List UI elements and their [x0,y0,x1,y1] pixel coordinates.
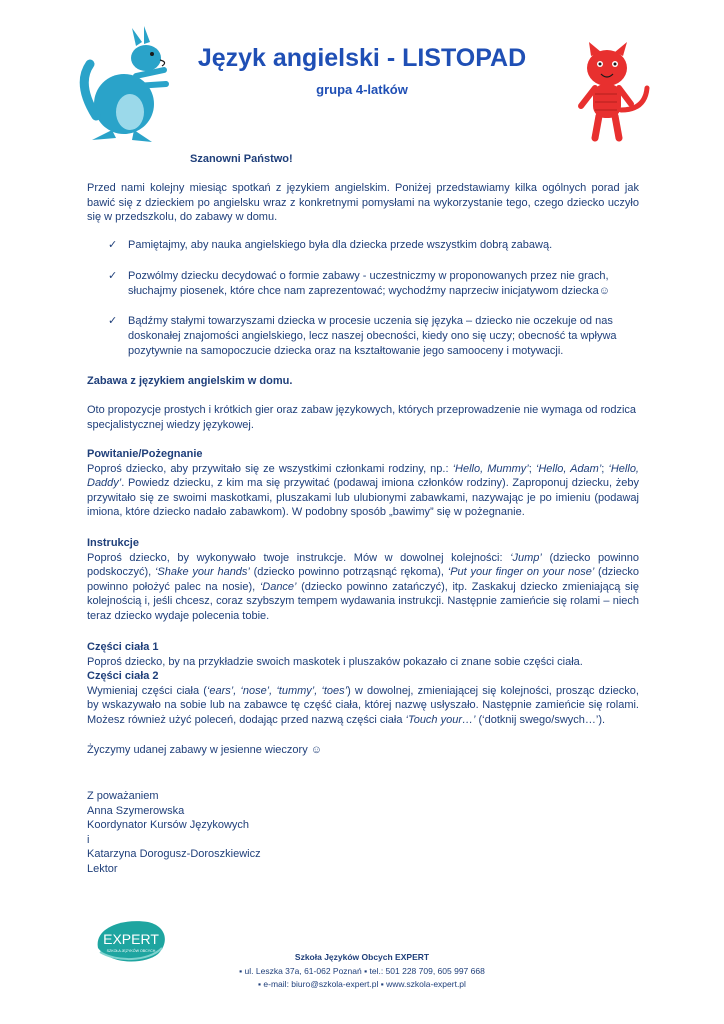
body-parts-2-text: Wymieniaj części ciała (‘ears’, ‘nose’, ‘tummy’, ‘toes’) w dowolnej, zmieniającej się kolejności, prosząc dziecko, by wskazywało na sobie lub na zabawce tę część ciała, której nazwę usłyszało. Następnie zamieńcie się rolami. Możesz również użyć poleceń, dodając przed nazwą części ciała ‘Touch your…’ (‘dotknij swego/swych…’). [87,684,639,726]
closing-wish: Życzymy udanej zabawy w jesienne wieczory ☺ [87,744,322,756]
bullet-text: Pamiętajmy, aby nauka angielskiego była dla dziecka przede wszystkim dobrą zabawą. [128,239,553,251]
bullet-dot-icon: ▪ [258,979,264,989]
page-subtitle: grupa 4-latków [316,82,408,97]
bullet-dot-icon: ▪ [364,966,370,976]
footer-phone: tel.: 501 228 709, 605 997 668 [369,966,485,976]
checkmark-icon: ✓ [108,239,118,251]
section-heading-body-parts-1: Części ciała 1 [87,641,159,653]
greeting-section [87,447,639,520]
instructions-section [87,536,639,623]
section-heading-body-parts-2: Części ciała 2 [87,670,159,682]
logo-tagline: SZKOŁA JĘZYKÓW OBCYCH [106,949,156,953]
section-heading-instructions: Instrukcje [87,537,139,549]
checkmark-icon: ✓ [108,270,118,282]
section-heading-greeting: Powitanie/Pożegnanie [87,448,203,460]
signature-role-1: Koordynator Kursów Językowych [87,819,250,831]
intro-paragraph: Przed nami kolejny miesiąc spotkań z językiem angielskim. Poniżej przedstawiamy kilka ogólnych porad jak bawić się z dzieckiem po angielsku wraz z konkretnymi pomysłami na wykorzystanie tego, czego dziecko uczyło się w przedszkolu, do zabawy w domu. [87,182,639,223]
logo-word: EXPERT [103,931,159,947]
footer-address: ul. Leszka 37a, 61-062 Poznań [244,966,362,976]
footer-school-name: Szkoła Języków Obcych EXPERT [294,952,430,962]
footer-address-line [0,966,724,976]
body-parts-2-section [87,669,639,727]
signature-name-2: Katarzyna Dorogusz-Doroszkiewicz [87,848,261,860]
signature-closing: Z poważaniem [87,790,159,802]
signature-role-2: Lektor [87,862,118,875]
section-heading-home: Zabawa z językiem angielskim w domu. [87,375,293,387]
signature-and: i [87,833,90,846]
bullet-item [108,238,628,253]
checkmark-icon: ✓ [108,315,118,327]
bullet-dot-icon: ▪ [239,966,245,976]
signature-name-1: Anna Szymerowska [87,804,185,817]
greeting: Szanowni Państwo! [190,153,293,165]
body-parts-1-section [87,640,639,669]
section-home-text: Oto propozycje prostych i krótkich gier oraz zabaw językowych, których przeprowadzenie nie wymaga od rodzica specjalistycznej wiedzy językowej. [87,404,637,431]
bullet-dot-icon: ▪ [380,979,387,989]
bullet-text: Bądźmy stałymi towarzyszami dziecka w procesie uczenia się języka – dziecko nie oczekuje od nas doskonałej znajomości angielskiego, lecz naszej obecności, kiedy ono się uczy; obecność ta wpływa pozytywnie na samopoczucie dziecka oraz na kształtowanie jego samooceny i motywacji. [128,315,617,357]
bullet-item [108,269,628,299]
signature-block [87,789,639,876]
footer-email[interactable]: e-mail: biuro@szkola-expert.pl [263,979,379,989]
page-title: Język angielski - LISTOPAD [197,44,527,72]
bullet-text: Pozwólmy dziecku decydować o formie zabawy - uczestniczmy w proponowanych przez nie grach, słuchajmy piosenek, które chce nam zaprezentować; wychodźmy naprzeciw inicjatywom dziecka☺ [128,270,610,297]
greeting-section-text: Poproś dziecko, aby przywitało się ze wszystkimi członkami rodziny, np.: ‘Hello, Mummy’; ‘Hello, Adam’; ‘Hello, Daddy’. Powiedz dziecku, z kim ma się przywitać (podawaj imiona członków rodziny). Zaproponuj dziecku, żeby przywitało się ze swoimi maskotkami, pluszakami lub ulubionymi zabawkami, nazywając je po imieniu (podawaj imiona, które dziecko nadało zabawkom). W podobny sposób „bawimy” się w pożegnanie. [87,462,639,518]
instructions-section-text: Poproś dziecko, by wykonywało twoje instrukcje. Mów w dowolnej kolejności: ‘Jump’ (dziecko powinno podskoczyć), ‘Shake your hands’ (dziecko powinno potrząsnąć rękoma), ‘Put your finger on your nose’ (dziecko powinno położyć palec na nosie), ‘Dance’ (dziecko powinno zatańczyć), itp. Zaskakuj dziecko zmieniającą się kolejnością i, jeśli chcesz, coraz szybszym tempem wydawania instrukcji. Następnie zamieńcie się rolami – niech teraz dziecko wydaje polecenia tobie. [87,551,639,622]
bullet-item [108,314,628,359]
footer-website[interactable]: www.szkola-expert.pl [386,979,466,989]
footer-contact-line [0,979,724,989]
body-parts-1-text: Poproś dziecko, by na przykładzie swoich maskotek i pluszaków pokazało ci znane sobie części ciała. [87,655,583,668]
